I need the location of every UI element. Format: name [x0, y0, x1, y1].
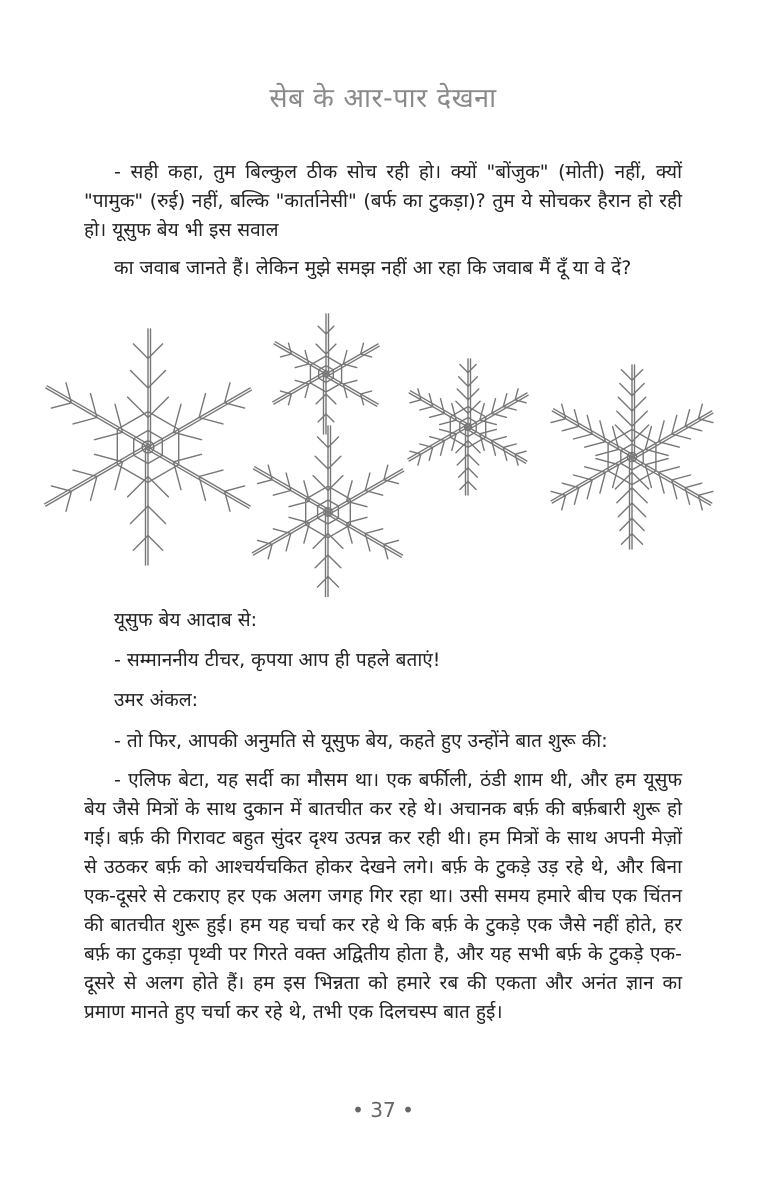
line-teacher: - सम्माननीय टीचर, कृपया आप ही पहले बताएं!	[114, 649, 441, 671]
paragraph-2: का जवाब जानते हैं। लेकिन मुझे समझ नहीं आ रहा कि जवाब मैं दूँ या वे दें?	[114, 257, 632, 279]
snowflakes-icon	[26, 312, 726, 597]
line-yusuf: यूसुफ बेय आदाब से:	[114, 609, 258, 631]
line-umar: उमर अंकल:	[114, 689, 198, 711]
page-title: सेब के आर-पार देखना	[269, 83, 497, 114]
page-number: • 37 •	[352, 1098, 414, 1122]
paragraph-1: - सही कहा, तुम बिल्कुल ठीक सोच रही हो। क्यों "बोंजुक" (मोती) नहीं, क्यों "पामुक" (रुई) नहीं, बल्कि "कार्तानेसी" (बर्फ का टुकड़ा)? तुम ये सोचकर हैरान हो रही हो। यूसुफ बेय भी इस सवाल	[84, 161, 682, 241]
line-permission: - तो फिर, आपकी अनुमति से यूसुफ बेय, कहते हुए उन्होंने बात शुरू की:	[114, 730, 608, 752]
paragraph-3: - एलिफ बेटा, यह सर्दी का मौसम था। एक बर्फीली, ठंडी शाम थी, और हम यूसुफ बेय जैसे मित्रों के साथ दुकान में बातचीत कर रहे थे। अचानक बर्फ़ की बर्फ़बारी शुरू हो गई। बर्फ़ की गिरावट बहुत सुंदर दृश्य उत्पन्न कर रही थी। हम मित्रों के साथ अपनी मेज़ों से उठकर बर्फ़ को आश्चर्यचकित होकर देखने लगे। बर्फ़ के टुकड़े उड़ रहे थे, और बिना एक-दूसरे से टकराए हर एक अलग जगह गिर रहा था। उसी समय हमारे बीच एक चिंतन की बातचीत शुरू हुई। हम यह चर्चा कर रहे थे कि बर्फ़ के टुकड़े एक जैसे नहीं होते, हर बर्फ़ का टुकड़ा पृथ्वी पर गिरते वक्त अद्वितीय होता है, और यह सभी बर्फ़ के टुकड़े एक-दूसरे से अलग होते हैं। हम इस भिन्नता को हमारे रब की एकता और अनंत ज्ञान का प्रमाण मानते हुए चर्चा कर रहे थे, तभी एक दिलचस्प बात हुई।	[84, 769, 682, 1023]
